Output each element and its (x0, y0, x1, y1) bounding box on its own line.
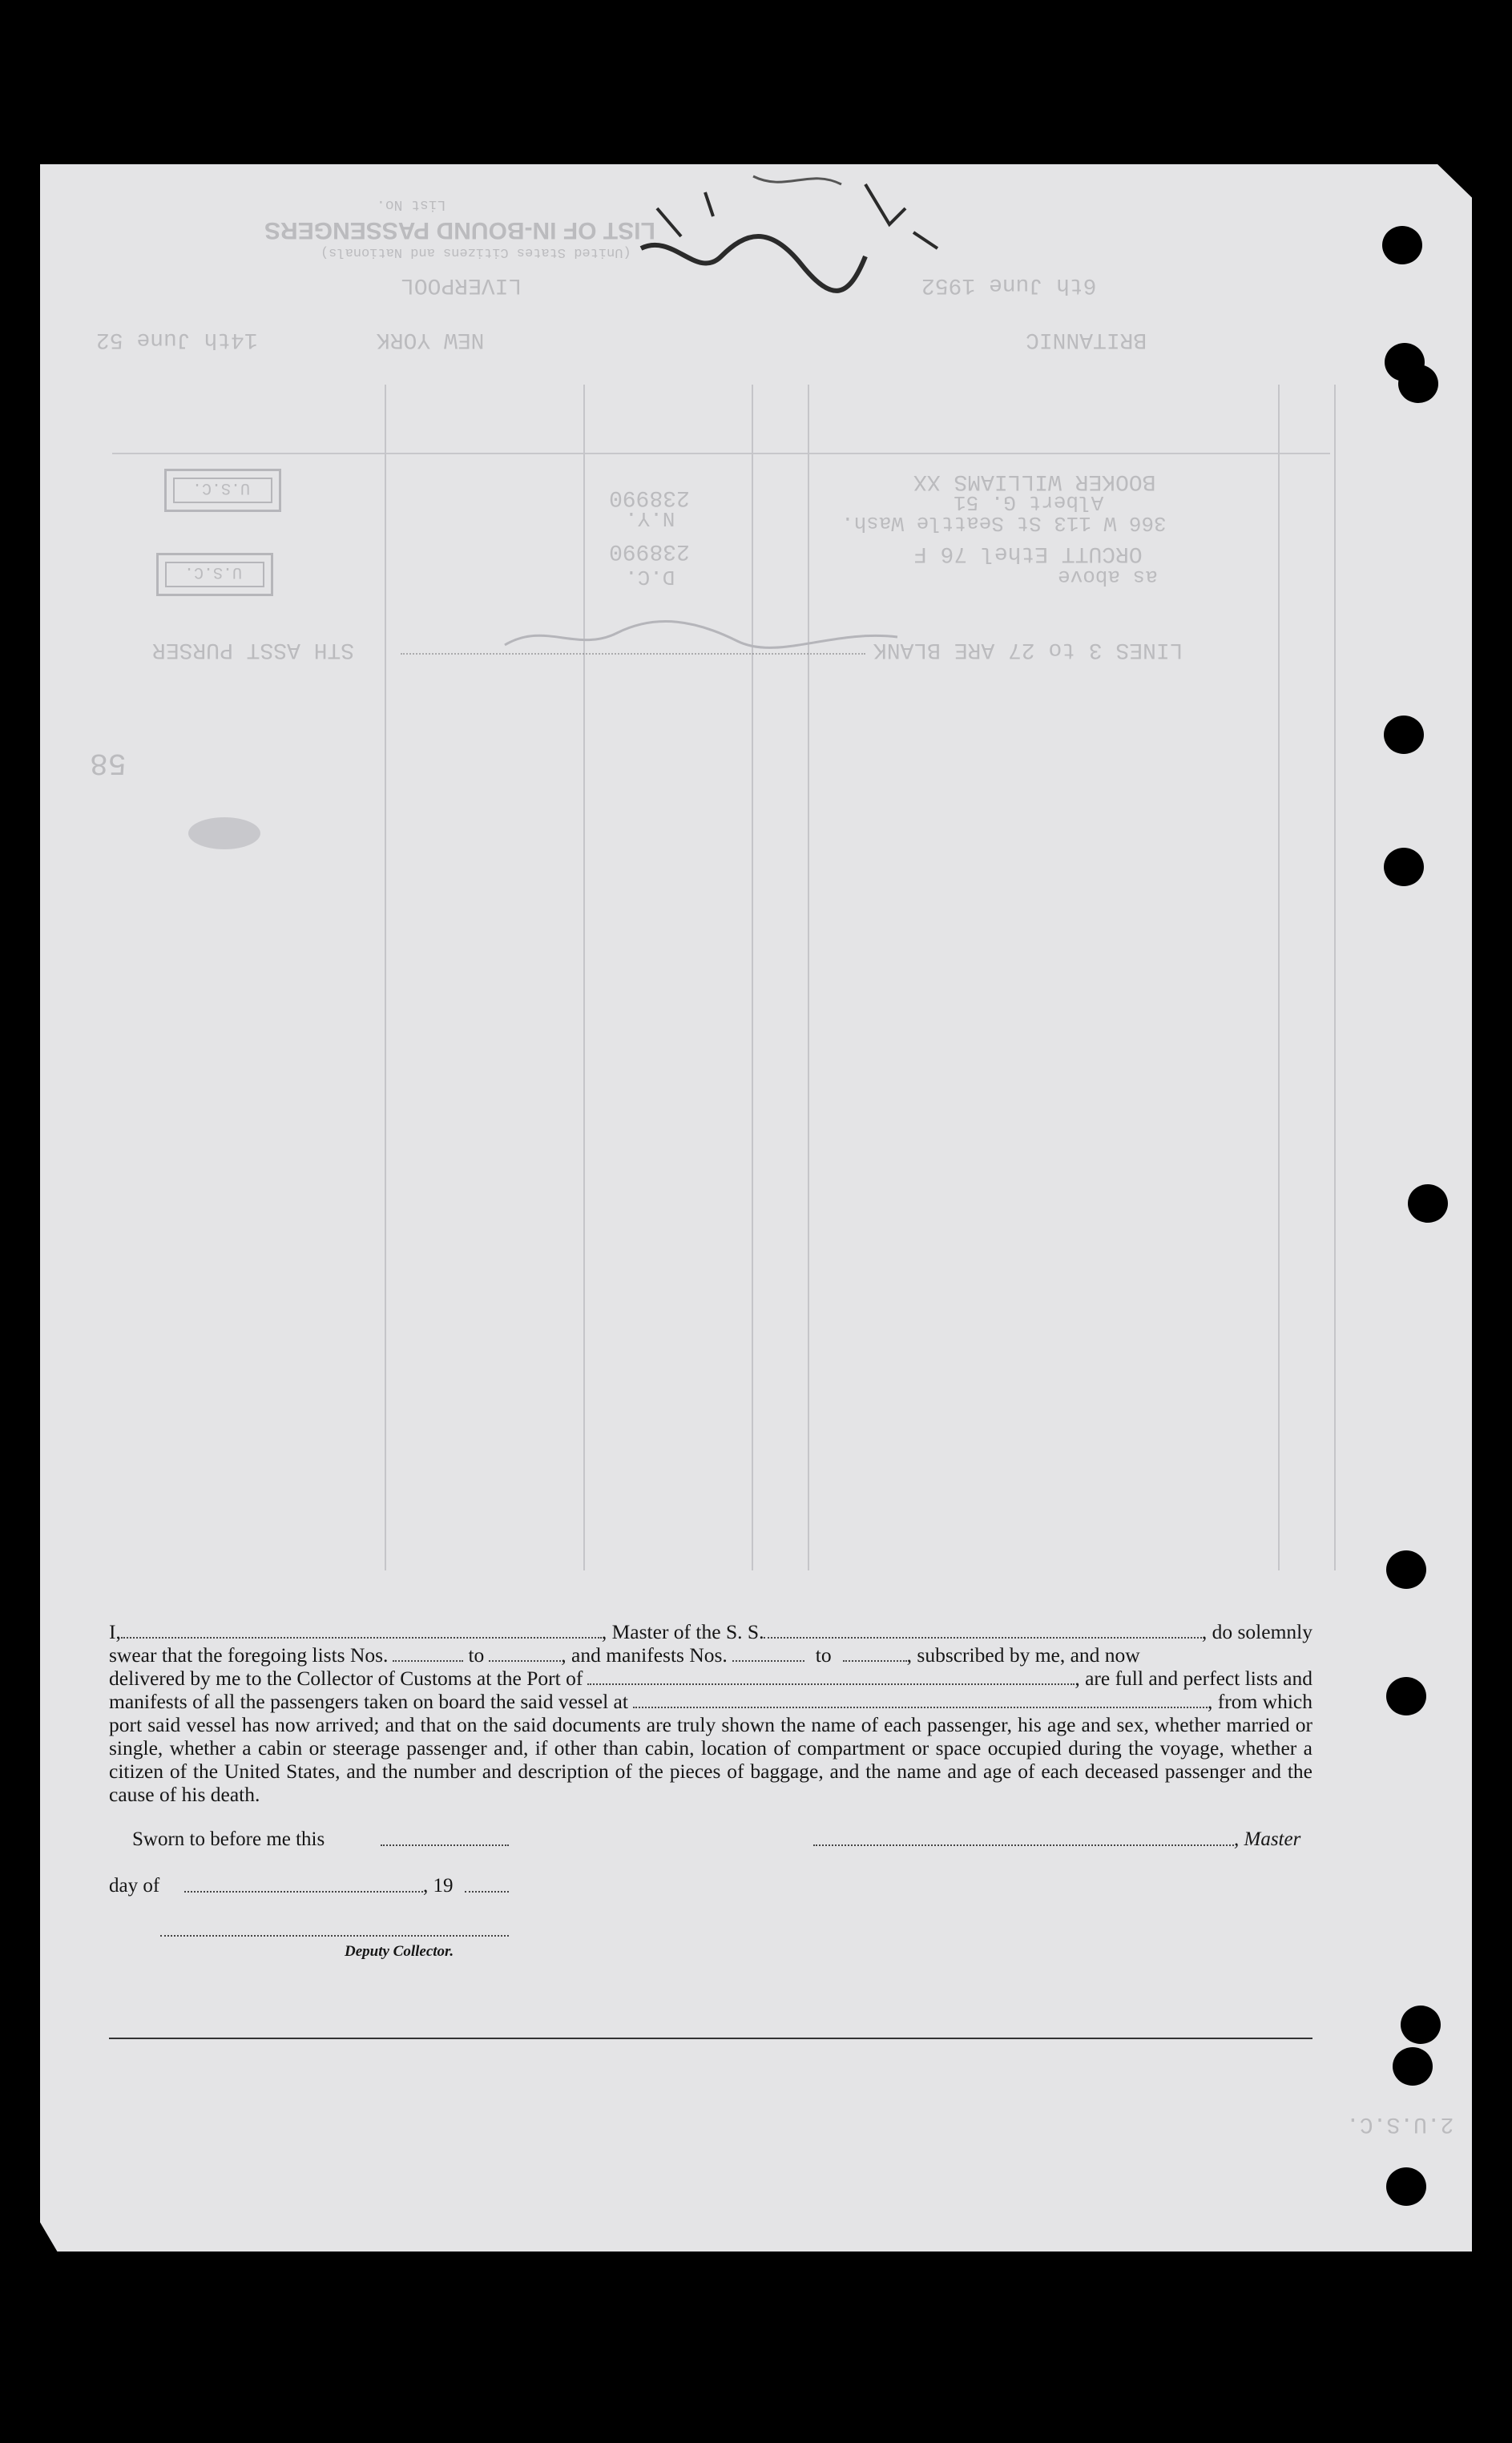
punch-hole (1393, 2047, 1433, 2086)
master-signature-field[interactable] (813, 1844, 1234, 1846)
ghost-row: 366 W 113 St Seattle Wash. (841, 511, 1167, 535)
oath-manifests-all: manifests of all the passengers taken on board the said vessel at (109, 1690, 628, 1713)
port-field[interactable] (587, 1669, 1075, 1685)
oath-from-which: , from which (1207, 1690, 1312, 1713)
punch-hole (1384, 848, 1424, 886)
ghost-ship: BRITANNIC (1026, 327, 1147, 352)
punch-hole (1386, 2167, 1426, 2206)
ghost-stamp-text: U.S.C. (192, 478, 251, 497)
ghost-purser: STH ASST PURSER (152, 637, 355, 662)
punch-hole (1398, 365, 1438, 403)
oath-i: I, (109, 1620, 121, 1643)
ghost-header-rule (112, 453, 1330, 454)
punch-hole (1386, 1677, 1426, 1715)
sworn-label: Sworn to before me this (132, 1828, 325, 1850)
ghost-place: N.Y. (625, 506, 675, 530)
deputy-collector-label: Deputy Collector. (345, 1943, 454, 1960)
oath-master-of: , Master of the S. S. (601, 1620, 764, 1643)
oath-line-1 (109, 1620, 1312, 1643)
punch-hole (1384, 716, 1424, 754)
oath-swear: swear that the foregoing lists Nos. (109, 1643, 389, 1667)
ghost-col-line (583, 385, 585, 1570)
ship-name-field[interactable] (764, 1623, 1201, 1639)
oath-and-manifests: , and manifests Nos. (561, 1643, 728, 1667)
oath-subscribed: , subscribed by me, and now (906, 1643, 1140, 1667)
master-label: , Master (1234, 1828, 1301, 1850)
year-label: , 19 (423, 1875, 454, 1897)
sworn-date-field[interactable] (381, 1844, 509, 1846)
ghost-number: 58 (90, 745, 127, 780)
list-no-to-field[interactable] (489, 1646, 561, 1662)
ghost-col-line (1278, 385, 1280, 1570)
oath-body: port said vessel has now arrived; and that on the said documents are truly shown the name of each passenger, his age and sex, whether married or single, whether a cabin or steerage passenger and, if other than cabin, location of compartment or space occupied during the voyage, whether a citizen of the United States, and the number and description of the pieces of baggage, and the name and age of each deceased passenger and the cause of his death. (109, 1713, 1312, 1806)
oath-to-1: to (468, 1643, 485, 1667)
punch-hole (1408, 1184, 1448, 1223)
manifest-no-to-field[interactable] (843, 1646, 907, 1662)
oath-delivered: delivered by me to the Collector of Customs at the Port of (109, 1667, 583, 1690)
punch-hole (1382, 226, 1422, 264)
ghost-place: D.C. (625, 565, 675, 589)
bottom-rule (109, 2038, 1312, 2039)
oath-do-solemnly: , do solemnly (1201, 1620, 1312, 1643)
oath-paragraph (109, 1620, 1312, 1806)
ghost-row: Albert G. 51 (954, 490, 1104, 514)
master-name-field[interactable] (121, 1623, 602, 1639)
faint-signature (497, 613, 913, 661)
ghost-margin-code: 2.U.S.C. (1346, 2111, 1454, 2136)
ghost-title: LIST OF IN-BOUND PASSENGERS (264, 217, 655, 244)
ghost-cert: 238990 (609, 538, 690, 563)
ghost-row: as above (1058, 565, 1158, 589)
punch-hole (1386, 1550, 1426, 1589)
ghost-col-line (752, 385, 753, 1570)
stamp-smudge (180, 809, 268, 857)
list-no-from-field[interactable] (393, 1646, 463, 1662)
ghost-col-line (1334, 385, 1336, 1570)
ghost-stamp-text: U.S.C. (184, 562, 243, 581)
punch-hole (1401, 2006, 1441, 2044)
ghost-col-line (808, 385, 809, 1570)
oath-line-3 (109, 1667, 1312, 1690)
ghost-row: ORCUTT Ethel 76 F (913, 541, 1143, 566)
oath-line-4 (109, 1690, 1312, 1713)
ghost-subtitle: (United States Citizens and Nationals) (321, 244, 631, 260)
ghost-row: BOOKER WILLIAMS XX (913, 469, 1156, 494)
oath-to-2: to (815, 1643, 832, 1667)
oath-line-2 (109, 1643, 1312, 1667)
ghost-blank-note: LINES 3 to 27 ARE BLANK (873, 637, 1183, 662)
ghost-port-arrival: NEW YORK (377, 327, 485, 352)
ghost-cert: 238990 (609, 485, 690, 510)
manifest-no-from-field[interactable] (732, 1646, 804, 1662)
ink-scribble (625, 160, 962, 304)
year-field[interactable] (465, 1891, 509, 1893)
ghost-col-line (385, 385, 386, 1570)
oath-full-perfect: , are full and perfect lists and (1075, 1667, 1312, 1690)
embark-port-field[interactable] (633, 1692, 1208, 1708)
ghost-list-no: List No. (377, 196, 446, 212)
deputy-signature-field[interactable] (160, 1935, 509, 1937)
ghost-date-arrived: 14th June 52 (96, 327, 258, 352)
day-of-label: day of (109, 1875, 160, 1897)
day-of-field[interactable] (184, 1891, 423, 1893)
ghost-port-from: LIVERPOOL (401, 272, 522, 297)
ghost-date-sailed: 6th June 1952 (921, 272, 1097, 297)
